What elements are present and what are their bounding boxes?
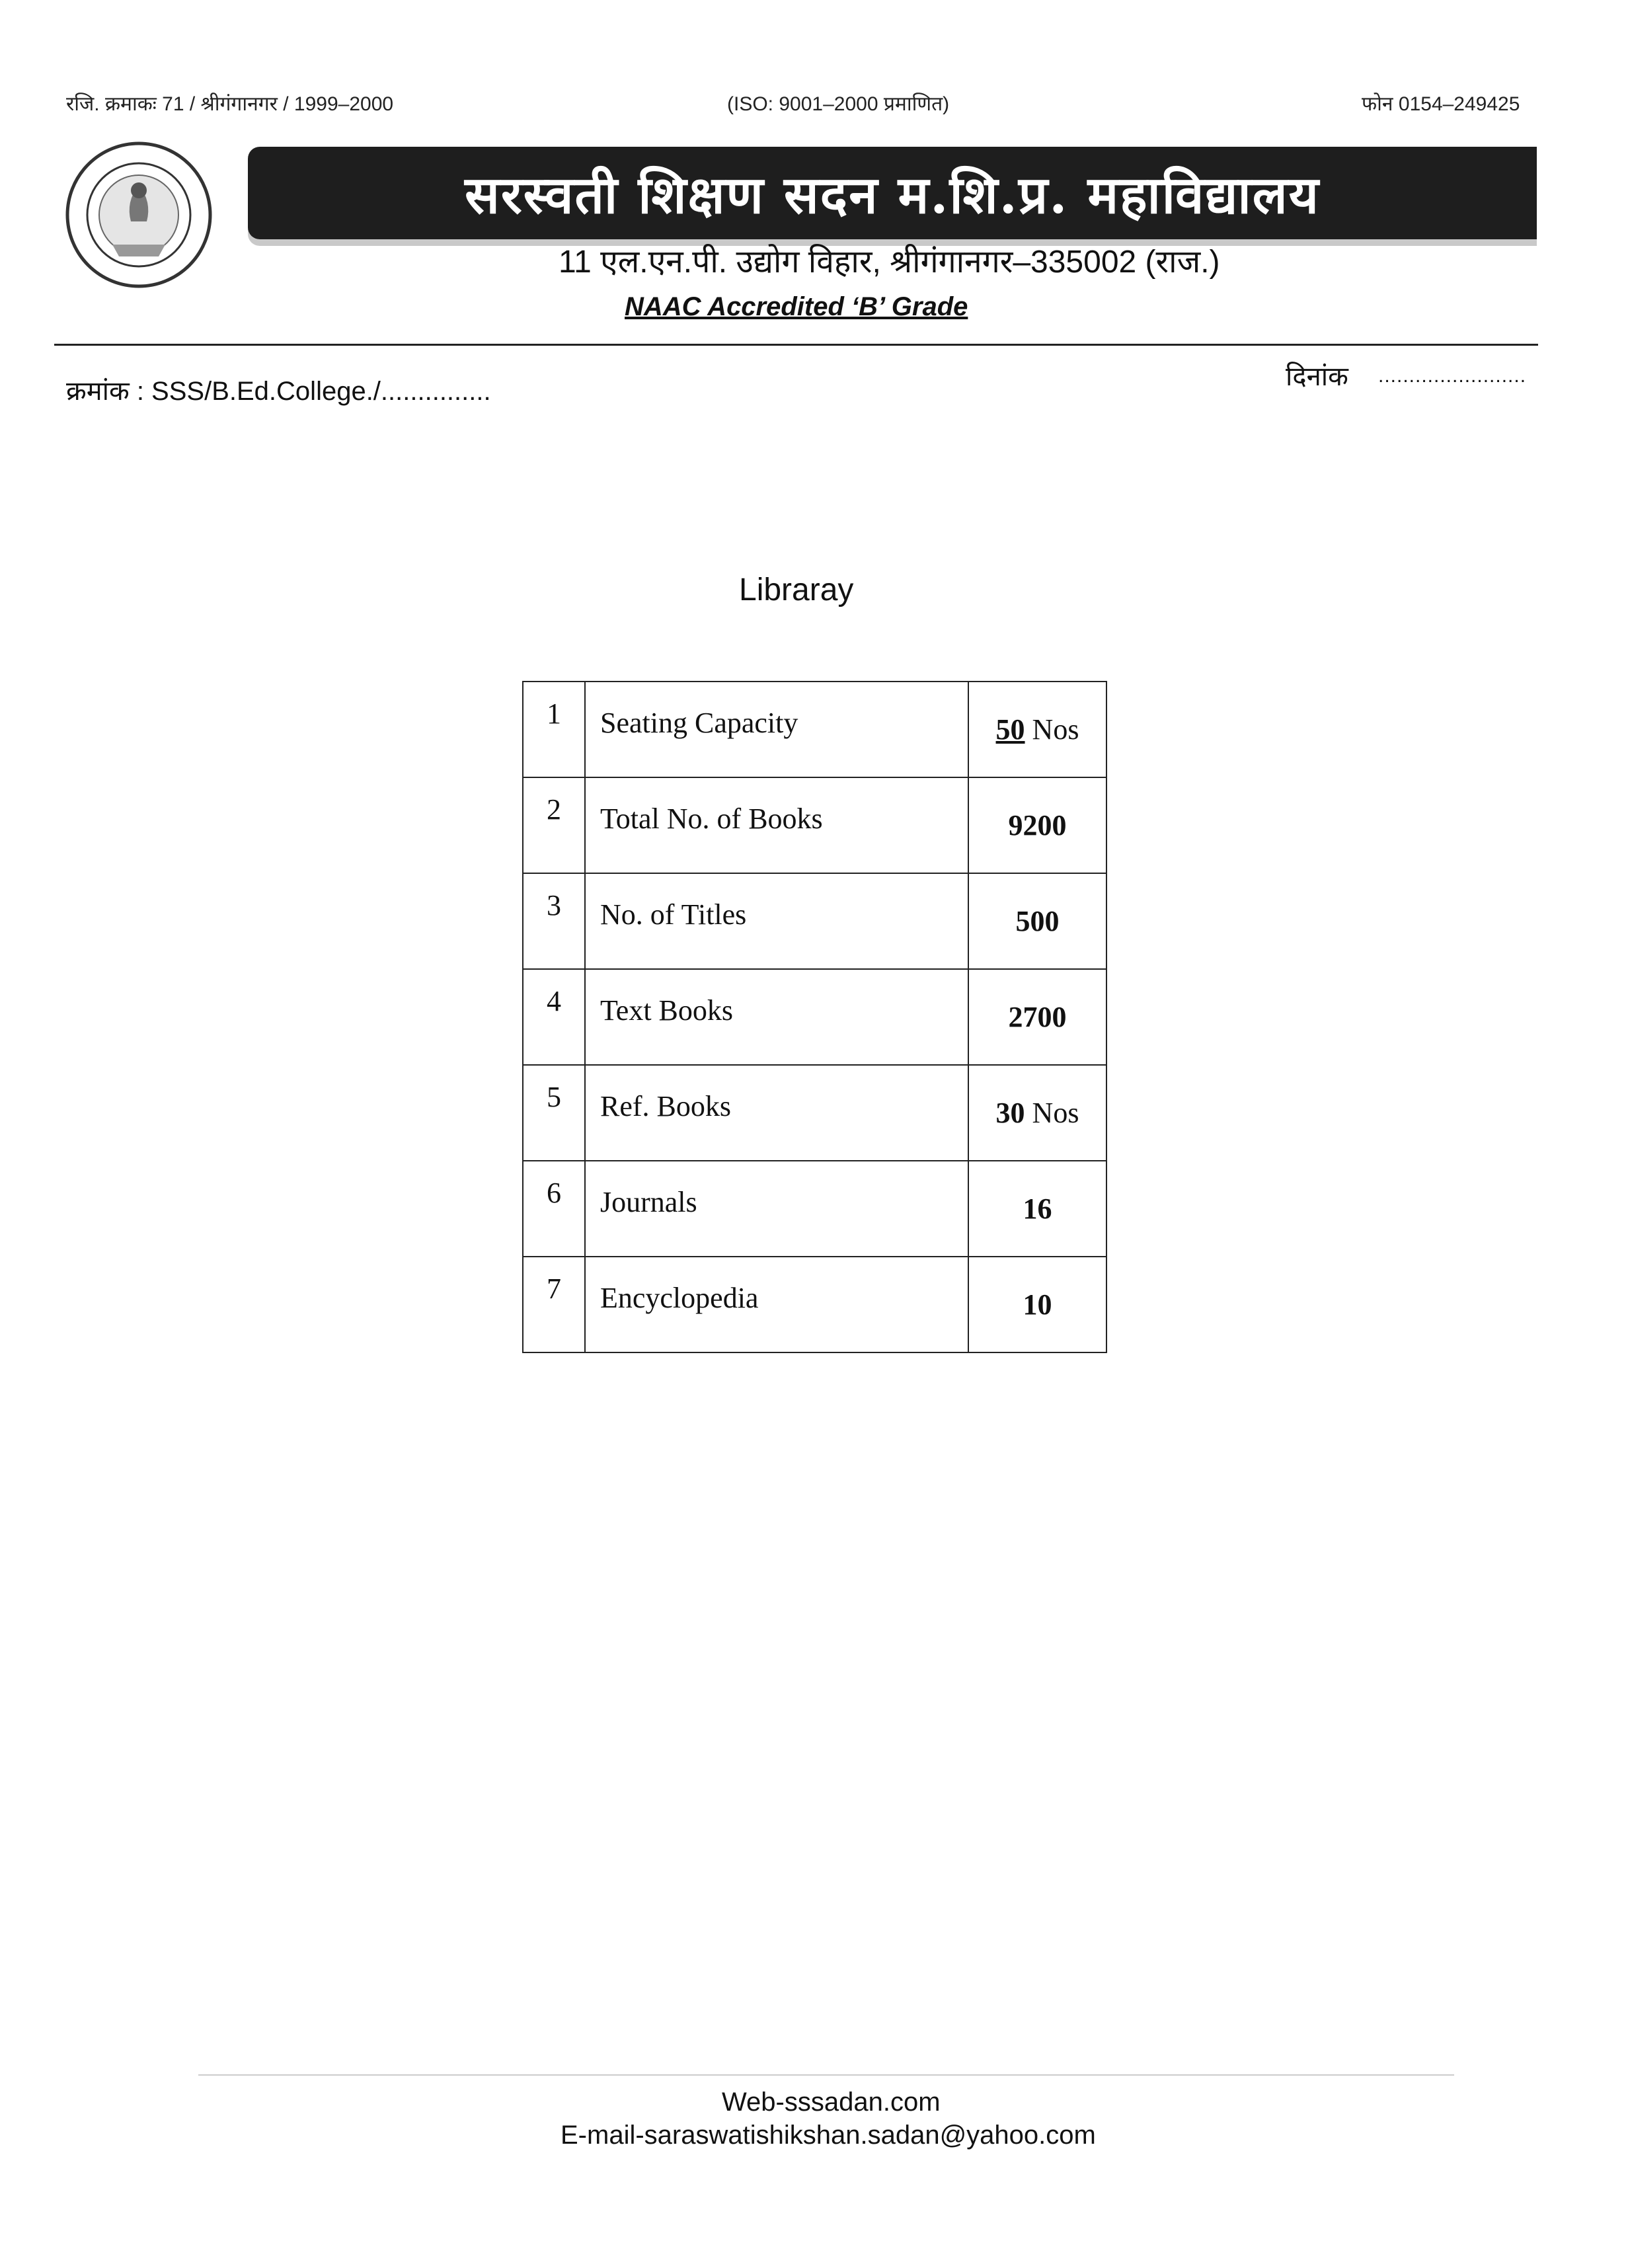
value-number: 16 [1023,1193,1052,1225]
college-address: 11 एल.एन.पी. उद्योग विहार, श्रीगंगानगर–335002 (राज.) [559,245,1220,280]
date-label: दिनांक [1286,362,1348,391]
row-number: 6 [523,1161,585,1257]
row-item: Seating Capacity [585,682,968,777]
row-item: Journals [585,1161,968,1257]
row-number: 4 [523,969,585,1065]
phone-number: फोन 0154–249425 [1362,93,1520,115]
row-number: 1 [523,682,585,777]
value-unit: Nos [1025,713,1079,746]
row-number: 5 [523,1065,585,1161]
college-seal-logo [63,139,215,291]
footer-website: Web-sssadan.com [722,2088,941,2117]
row-item: Text Books [585,969,968,1065]
reference-number: क्रमांक : SSS/B.Ed.College./............... [66,377,491,406]
row-value [968,682,1106,777]
table-row [523,1065,1106,1161]
registration-number: रजि. क्रमाकः 71 / श्रीगंगानगर / 1999–2000 [66,93,394,115]
row-value [968,777,1106,873]
table-row [523,682,1106,777]
row-item: Ref. Books [585,1065,968,1161]
row-item: Total No. of Books [585,777,968,873]
table-row [523,969,1106,1065]
table-row [523,777,1106,873]
table-row [523,873,1106,969]
value-number: 50 [995,713,1025,746]
row-value [968,1065,1106,1161]
row-item: No. of Titles [585,873,968,969]
footer-email: E-mail-saraswatishikshan.sadan@yahoo.com [561,2121,1096,2150]
library-table [522,681,1107,1353]
value-number: 2700 [1008,1001,1067,1033]
value-number: 9200 [1008,809,1067,841]
value-number: 30 [995,1097,1025,1129]
date-field: ........................ [1378,365,1527,387]
row-number: 3 [523,873,585,969]
row-value [968,1257,1106,1352]
header-divider [54,344,1538,346]
table-row [523,1257,1106,1352]
college-name: सरस्वती शिक्षण सदन म.शि.प्र. महाविद्यालय [465,165,1320,225]
row-number: 2 [523,777,585,873]
row-number: 7 [523,1257,585,1352]
value-unit: Nos [1025,1097,1079,1129]
row-value [968,873,1106,969]
college-name-banner [248,147,1537,239]
row-item: Encyclopedia [585,1257,968,1352]
row-value [968,1161,1106,1257]
row-value [968,969,1106,1065]
naac-accreditation: NAAC Accredited ‘B’ Grade [625,292,968,321]
value-number: 10 [1023,1288,1052,1321]
document-title: Libraray [739,572,854,607]
footer-divider [198,2074,1454,2076]
iso-certification: (ISO: 9001–2000 प्रमाणित) [727,93,950,115]
table-row [523,1161,1106,1257]
value-number: 500 [1015,905,1060,937]
